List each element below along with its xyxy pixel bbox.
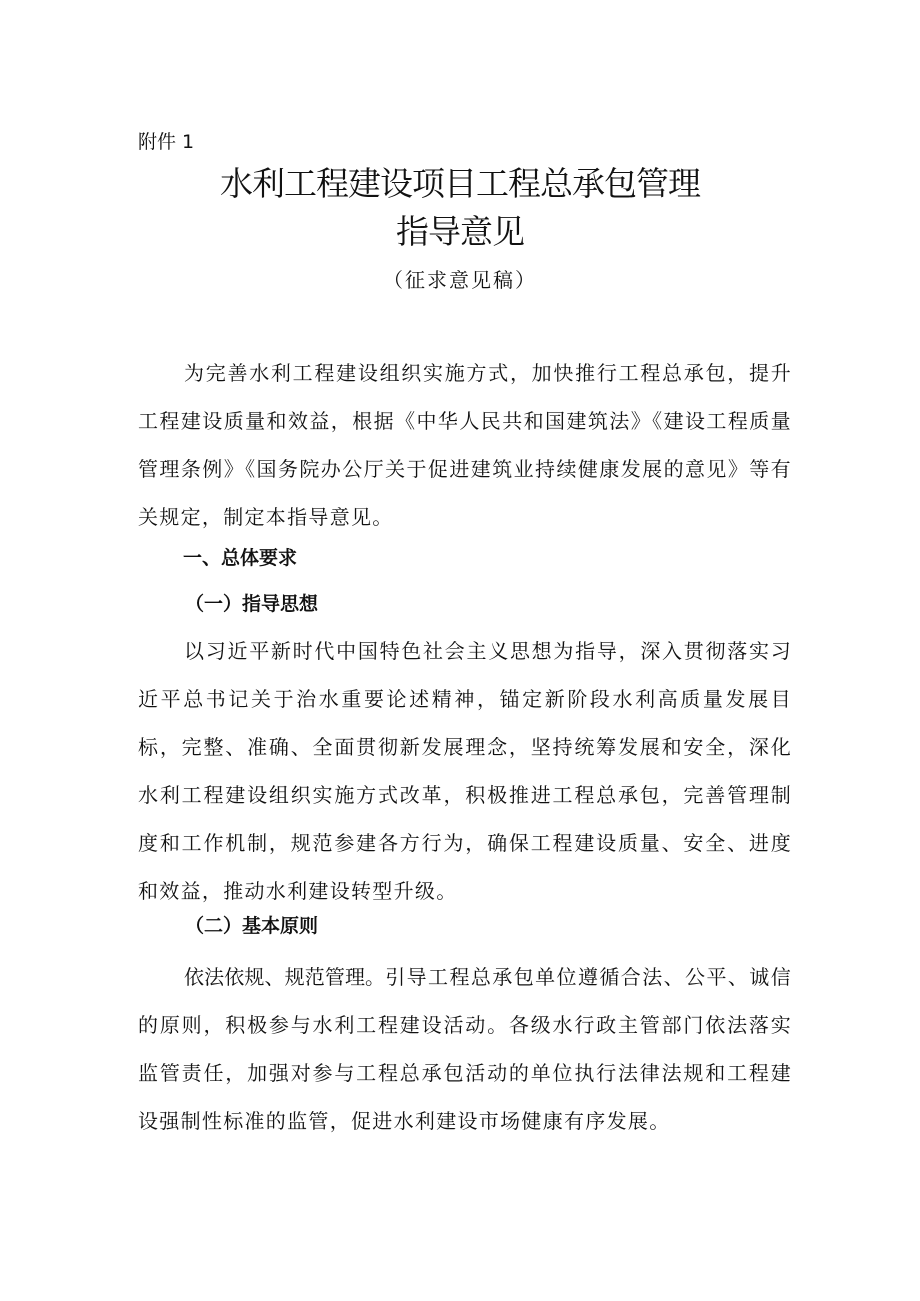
attachment-label: 附件 1 bbox=[138, 131, 195, 153]
subsection-heading-basic-principles: （二）基本原则 bbox=[185, 915, 319, 937]
document-subtitle: （征求意见稿） bbox=[383, 268, 537, 292]
principle-lead-text: 依法依规、规范管理。 bbox=[184, 965, 386, 989]
principle-body-text: 引导工程总承包单位遵循合法、公平、诚信的原则，积极参与水利工程建设活动。各级水行政主管部门依法落实监管责任，加强对参与工程总承包活动的单位执行法律法规和工程建设强制性标准的监管，促进水利建设市场健康有序发展。 bbox=[138, 965, 793, 1133]
section-heading-general-requirements: 一、总体要求 bbox=[183, 547, 298, 569]
subsection-heading-guiding-ideology: （一）指导思想 bbox=[185, 593, 319, 615]
intro-paragraph: 为完善水利工程建设组织实施方式，加快推行工程总承包，提升工程建设质量和效益，根据《中华人民共和国建筑法》《建设工程质量管理条例》《国务院办公厅关于促进建筑业持续健康发展的意见》等有关规定，制定本指导意见。 bbox=[138, 361, 792, 529]
document-title-line-1: 水利工程建设项目工程总承包管理 bbox=[220, 164, 700, 203]
principle-paragraph bbox=[138, 953, 792, 1145]
guiding-ideology-paragraph: 以习近平新时代中国特色社会主义思想为指导，深入贯彻落实习近平总书记关于治水重要论述精神，锚定新阶段水利高质量发展目标，完整、准确、全面贯彻新发展理念，坚持统筹发展和安全，深化水利工程建设组织实施方式改革，积极推进工程总承包，完善管理制度和工作机制，规范参建各方行为，确保工程建设质量、安全、进度和效益，推动水利建设转型升级。 bbox=[138, 639, 792, 903]
document-title-line-2: 指导意见 bbox=[396, 212, 524, 251]
